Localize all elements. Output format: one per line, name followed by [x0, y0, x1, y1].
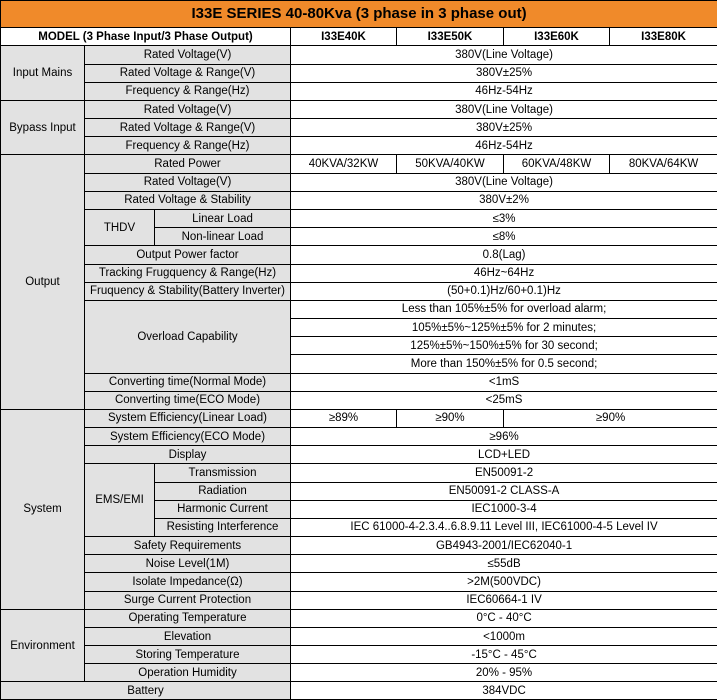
param-label: Surge Current Protection	[85, 591, 291, 609]
param-value: >2M(500VDC)	[291, 573, 717, 591]
group-bypass-input: Bypass Input	[1, 100, 85, 155]
param-label: Linear Load	[155, 209, 291, 227]
model-row	[1, 28, 717, 46]
param-value: ≤3%	[291, 209, 717, 227]
param-value: IEC1000-3-4	[291, 500, 717, 518]
table-title: I33E SERIES 40-80Kva (3 phase in 3 phase out)	[1, 1, 717, 28]
table-row	[1, 555, 717, 573]
param-value: ≥90%	[397, 409, 504, 427]
overload-line: More than 150%±5% for 0.5 second;	[291, 355, 717, 373]
model-name: I33E50K	[397, 28, 504, 46]
param-label: Rated Voltage(V)	[85, 100, 291, 118]
param-value: 80KVA/64KW	[610, 155, 717, 173]
param-value: 380V±25%	[291, 119, 717, 137]
overload-line: 105%±5%~125%±5% for 2 minutes;	[291, 319, 717, 337]
param-value: 60KVA/48KW	[504, 155, 610, 173]
table-row	[1, 82, 717, 100]
table-row	[1, 428, 717, 446]
param-label: Non-linear Load	[155, 228, 291, 246]
param-value: 46Hz-54Hz	[291, 137, 717, 155]
table-row	[1, 646, 717, 664]
table-row	[1, 464, 717, 482]
group-input-mains: Input Mains	[1, 46, 85, 101]
param-value: 380V±25%	[291, 64, 717, 82]
param-value: 46Hz-54Hz	[291, 82, 717, 100]
param-value: 380V(Line Voltage)	[291, 100, 717, 118]
table-row	[1, 155, 717, 173]
table-row	[1, 609, 717, 627]
table-row	[1, 246, 717, 264]
param-value: 46Hz~64Hz	[291, 264, 717, 282]
overload-line: Less than 105%±5% for overload alarm;	[291, 300, 717, 318]
param-value: ≤8%	[291, 228, 717, 246]
param-label: Radiation	[155, 482, 291, 500]
overload-label: Overload Capability	[85, 300, 291, 373]
param-value: EN50091-2	[291, 464, 717, 482]
table-row	[1, 209, 717, 227]
table-row	[1, 119, 717, 137]
table-row	[1, 391, 717, 409]
param-label: Storing Temperature	[85, 646, 291, 664]
ems-label: EMS/EMI	[85, 464, 155, 537]
table-row	[1, 409, 717, 427]
table-row	[1, 191, 717, 209]
param-label: Frequency & Range(Hz)	[85, 137, 291, 155]
param-value: 40KVA/32KW	[291, 155, 397, 173]
group-battery: Battery	[1, 682, 291, 700]
table-row	[1, 446, 717, 464]
param-label: Fruquency & Stability(Battery Inverter)	[85, 282, 291, 300]
param-label: Rated Voltage & Range(V)	[85, 119, 291, 137]
param-value: (50+0.1)Hz/60+0.1)Hz	[291, 282, 717, 300]
param-label: Rated Voltage(V)	[85, 173, 291, 191]
title-row	[1, 1, 717, 28]
group-environment: Environment	[1, 609, 85, 682]
param-value: ≥90%	[504, 409, 717, 427]
param-value: EN50091-2 CLASS-A	[291, 482, 717, 500]
table-row	[1, 682, 717, 700]
param-value: <1mS	[291, 373, 717, 391]
model-label: MODEL (3 Phase Input/3 Phase Output)	[1, 28, 291, 46]
param-value: 384VDC	[291, 682, 717, 700]
param-label: Rated Power	[85, 155, 291, 173]
param-value: <25mS	[291, 391, 717, 409]
param-label: Safety Requirements	[85, 537, 291, 555]
table-row	[1, 300, 717, 318]
table-row	[1, 282, 717, 300]
param-label: Noise Level(1M)	[85, 555, 291, 573]
table-row	[1, 137, 717, 155]
param-label: System Efficiency(ECO Mode)	[85, 428, 291, 446]
param-label: Harmonic Current	[155, 500, 291, 518]
param-value: 380V±2%	[291, 191, 717, 209]
model-name: I33E80K	[610, 28, 717, 46]
param-value: ≥89%	[291, 409, 397, 427]
table-row	[1, 537, 717, 555]
param-value: LCD+LED	[291, 446, 717, 464]
table-row	[1, 46, 717, 64]
param-value: 0.8(Lag)	[291, 246, 717, 264]
param-value: 0°C - 40°C	[291, 609, 717, 627]
param-value: 20% - 95%	[291, 664, 717, 682]
param-label: Converting time(Normal Mode)	[85, 373, 291, 391]
param-label: Operating Temperature	[85, 609, 291, 627]
param-label: Tracking Frugquency & Range(Hz)	[85, 264, 291, 282]
param-value: -15°C - 45°C	[291, 646, 717, 664]
thdv-label: THDV	[85, 209, 155, 245]
model-name: I33E40K	[291, 28, 397, 46]
table-row	[1, 573, 717, 591]
table-row	[1, 100, 717, 118]
param-value: <1000m	[291, 627, 717, 645]
param-value: GB4943-2001/IEC62040-1	[291, 537, 717, 555]
group-output: Output	[1, 155, 85, 409]
param-value: IEC60664-1 IV	[291, 591, 717, 609]
param-value: 50KVA/40KW	[397, 155, 504, 173]
param-label: System Efficiency(Linear Load)	[85, 409, 291, 427]
table-row	[1, 64, 717, 82]
table-row	[1, 373, 717, 391]
param-label: Rated Voltage(V)	[85, 46, 291, 64]
param-label: Rated Voltage & Stability	[85, 191, 291, 209]
param-label: Frequency & Range(Hz)	[85, 82, 291, 100]
param-label: Display	[85, 446, 291, 464]
table-row	[1, 627, 717, 645]
param-label: Output Power factor	[85, 246, 291, 264]
param-label: Elevation	[85, 627, 291, 645]
table-row	[1, 591, 717, 609]
param-label: Converting time(ECO Mode)	[85, 391, 291, 409]
param-label: Resisting Interference	[155, 518, 291, 536]
param-label: Operation Humidity	[85, 664, 291, 682]
param-value: IEC 61000-4-2.3.4..6.8.9.11 Level III, IEC61000-4-5 Level IV	[291, 518, 717, 536]
table-row	[1, 173, 717, 191]
overload-line: 125%±5%~150%±5% for 30 second;	[291, 337, 717, 355]
model-name: I33E60K	[504, 28, 610, 46]
param-value: 380V(Line Voltage)	[291, 46, 717, 64]
param-label: Rated Voltage & Range(V)	[85, 64, 291, 82]
param-value: ≥96%	[291, 428, 717, 446]
table-row	[1, 664, 717, 682]
param-label: Transmission	[155, 464, 291, 482]
param-value: 380V(Line Voltage)	[291, 173, 717, 191]
param-label: Isolate Impedance(Ω)	[85, 573, 291, 591]
group-system: System	[1, 409, 85, 609]
param-value: ≤55dB	[291, 555, 717, 573]
table-row	[1, 264, 717, 282]
